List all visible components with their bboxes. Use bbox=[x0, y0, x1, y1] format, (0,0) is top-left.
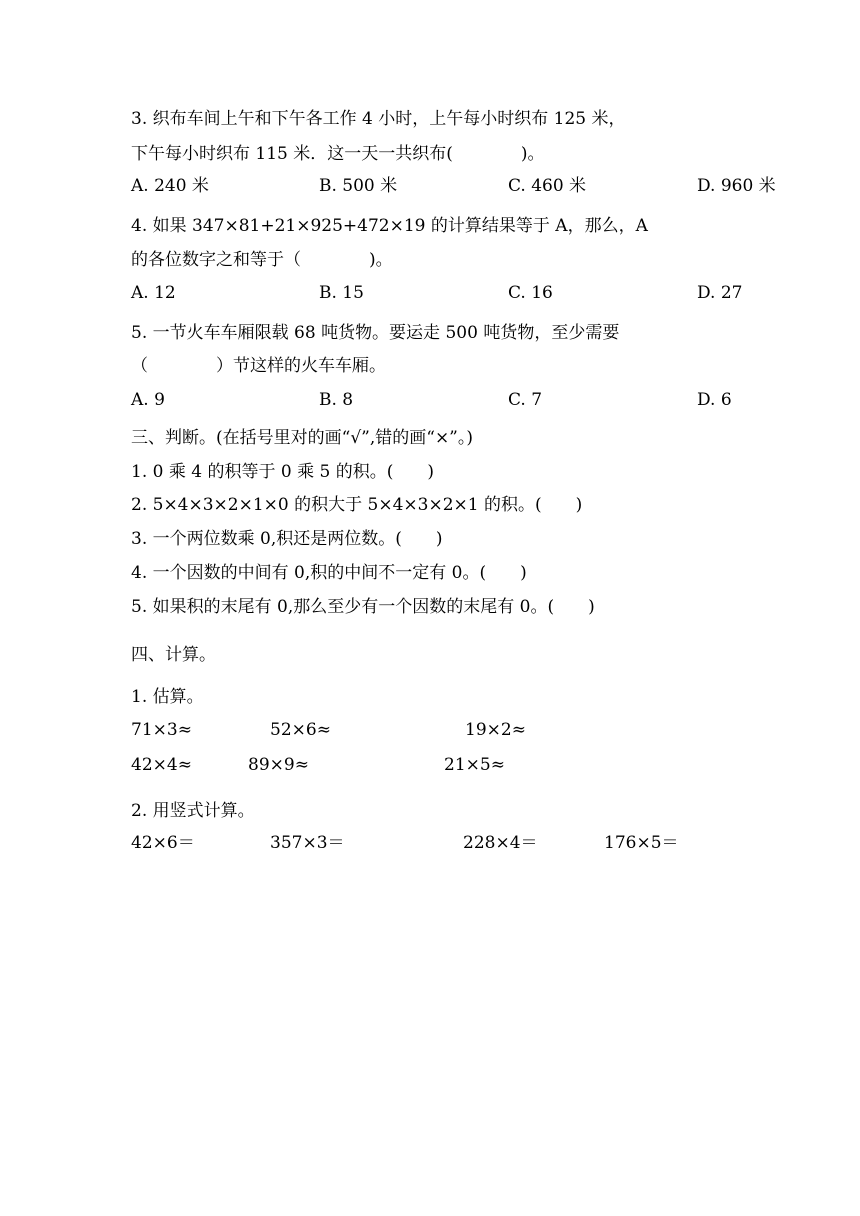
section-calc-heading: 四、计算。 bbox=[131, 645, 216, 665]
question-3-line-2: 下午每小时织布 115 米．这一天一共织布( )。 bbox=[131, 144, 545, 164]
option-d[interactable]: D. 27 bbox=[697, 283, 743, 303]
option-d[interactable]: D. 960 米 bbox=[697, 176, 776, 196]
option-a[interactable]: A. 12 bbox=[131, 283, 176, 303]
vertical-calc-expr: 42×6＝ bbox=[131, 833, 195, 853]
question-3-options bbox=[131, 175, 811, 197]
vertical-calc-title: 2. 用竖式计算。 bbox=[131, 801, 255, 821]
judge-item-4: 4. 一个因数的中间有 0,积的中间不一定有 0。( ) bbox=[131, 563, 527, 583]
judge-item-5: 5. 如果积的末尾有 0,那么至少有一个因数的末尾有 0。( ) bbox=[131, 597, 595, 617]
option-b[interactable]: B. 8 bbox=[319, 390, 354, 410]
option-b[interactable]: B. 15 bbox=[319, 283, 364, 303]
estimate-title: 1. 估算。 bbox=[131, 687, 204, 707]
question-4-line-2: 的各位数字之和等于（ )。 bbox=[131, 250, 393, 270]
question-3-line-1: 3. 织布车间上午和下午各工作 4 小时，上午每小时织布 125 米， bbox=[131, 109, 626, 129]
judge-item-2: 2. 5×4×3×2×1×0 的积大于 5×4×3×2×1 的积。( ) bbox=[131, 495, 583, 515]
estimate-expr: 52×6≈ bbox=[270, 720, 331, 740]
option-c[interactable]: C. 460 米 bbox=[508, 176, 587, 196]
estimate-expr: 19×2≈ bbox=[465, 720, 526, 740]
vertical-calc-expr: 228×4＝ bbox=[463, 833, 538, 853]
question-5-options bbox=[131, 389, 811, 411]
estimate-expr: 21×5≈ bbox=[444, 755, 505, 775]
question-5-line-1: 5. 一节火车车厢限载 68 吨货物。要运走 500 吨货物，至少需要 bbox=[131, 323, 620, 343]
section-judge-heading: 三、判断。(在括号里对的画“√”,错的画“×”。) bbox=[131, 428, 474, 448]
option-a[interactable]: A. 9 bbox=[131, 390, 165, 410]
vertical-calc-expr: 176×5＝ bbox=[604, 833, 679, 853]
vertical-calc-expr: 357×3＝ bbox=[270, 833, 345, 853]
option-c[interactable]: C. 16 bbox=[508, 283, 553, 303]
judge-item-1: 1. 0 乘 4 的积等于 0 乘 5 的积。( ) bbox=[131, 462, 434, 482]
estimate-expr: 89×9≈ bbox=[248, 755, 309, 775]
option-b[interactable]: B. 500 米 bbox=[319, 176, 398, 196]
question-5-line-2: （ ）节这样的火车车厢。 bbox=[131, 356, 386, 376]
question-4-options bbox=[131, 282, 811, 304]
judge-item-3: 3. 一个两位数乘 0,积还是两位数。( ) bbox=[131, 529, 443, 549]
option-a[interactable]: A. 240 米 bbox=[131, 176, 209, 196]
estimate-expr: 71×3≈ bbox=[131, 720, 192, 740]
question-4-line-1: 4. 如果 347×81+21×925+472×19 的计算结果等于 A，那么，A bbox=[131, 216, 648, 236]
estimate-expr: 42×4≈ bbox=[131, 755, 192, 775]
option-c[interactable]: C. 7 bbox=[508, 390, 543, 410]
option-d[interactable]: D. 6 bbox=[697, 390, 732, 410]
